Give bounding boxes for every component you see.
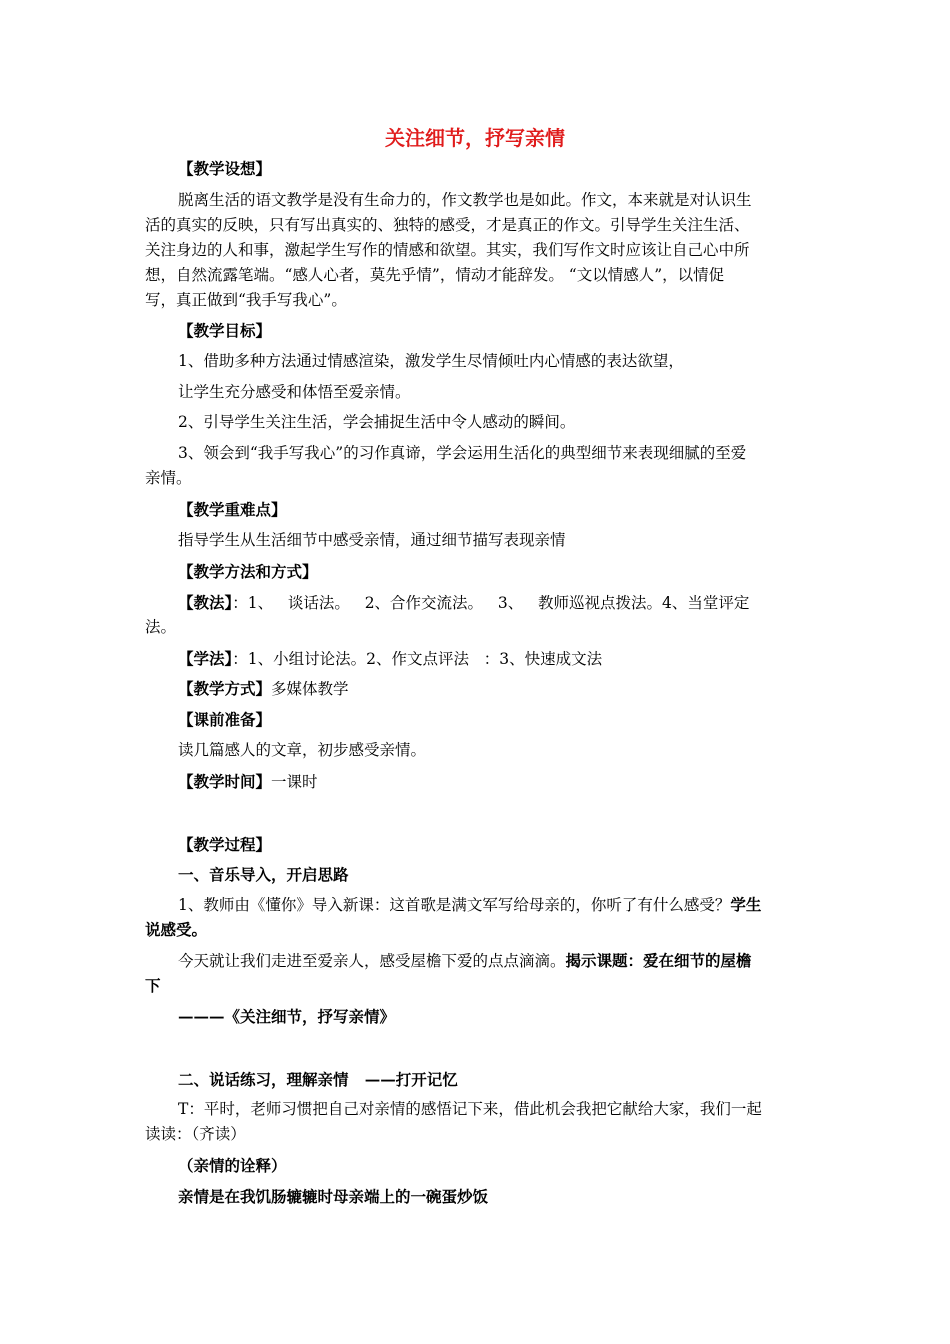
key-heading: 【教学重难点】: [178, 500, 287, 519]
time-text: 一课时: [271, 773, 318, 791]
document-title: 关注细节，抒写亲情: [385, 126, 565, 150]
lesson-subtitle: ———《关注细节，抒写亲情》: [178, 1007, 396, 1026]
process-para-1: [178, 892, 810, 918]
goal-line-4b: 亲情。: [145, 469, 192, 487]
teach-method-cont: 法。: [145, 618, 177, 636]
section-2-heading: 二、说话练习，理解亲情 ——打开记忆: [178, 1070, 458, 1089]
process-para-2-cont: 下: [145, 976, 161, 995]
teach-mode-text: 多媒体教学: [271, 680, 349, 698]
goal-line-1: 1、借助多种方法通过情感渲染，激发学生尽情倾吐内心情感的表达欲望，: [178, 352, 684, 370]
design-line-4: 想，自然流露笔端。“感人心者，莫先乎情”，情动才能辞发。 “文以情感人”，以情促: [145, 266, 725, 284]
goals-heading: 【教学目标】: [178, 321, 272, 340]
method-heading: 【教学方法和方式】: [178, 562, 318, 581]
design-line-5: 写，真正做到“我手写我心”。: [145, 291, 347, 309]
learn-method-line: [178, 646, 810, 672]
quote-heading: （亲情的诠释）: [178, 1156, 287, 1175]
section-1-heading: 一、音乐导入，开启思路: [178, 865, 349, 884]
quote-line: 亲情是在我饥肠辘辘时母亲端上的一碗蛋炒饭: [178, 1187, 489, 1206]
teach-mode-line: [178, 676, 810, 702]
design-line-1: 脱离生活的语文教学是没有生命力的，作文教学也是如此。作文，本来就是对认识生: [178, 191, 752, 209]
goal-line-2: 让学生充分感受和体悟至爱亲情。: [178, 383, 411, 401]
goal-line-4a: 3、领会到“我手写我心”的习作真谛，学会运用生活化的典型细节来表现细腻的至爱: [178, 444, 747, 462]
key-text: 指导学生从生活细节中感受亲情，通过细节描写表现亲情: [178, 531, 566, 549]
process-para-2-text: 今天就让我们走进至爱亲人，感受屋檐下爱的点点滴滴。: [178, 952, 566, 970]
prep-text: 读几篇感人的文章，初步感受亲情。: [178, 741, 427, 759]
design-heading: 【教学设想】: [178, 159, 272, 178]
teacher-line-1: T：平时，老师习惯把自己对亲情的感悟记下来，借此机会我把它献给大家，我们一起: [178, 1100, 762, 1118]
process-para-2-bold: 揭示课题：爱在细节的屋檐: [565, 951, 752, 970]
process-para-2: [178, 948, 810, 974]
learn-method-text: ：1、小组讨论法。2、作文点评法 ：3、快速成文法: [232, 650, 603, 668]
process-para-1-text: 1、教师由《懂你》导入新课：这首歌是满文军写给母亲的，你听了有什么感受？: [178, 896, 731, 914]
time-label: 【教学时间】: [178, 772, 272, 791]
process-para-1-cont: 说感受。: [145, 920, 208, 939]
time-line: [178, 769, 810, 795]
design-line-2: 活的真实的反映，只有写出真实的、独特的感受，才是真正的作文。引导学生关注生活、: [145, 216, 750, 234]
goal-line-3: 2、引导学生关注生活，学会捕捉生活中令人感动的瞬间。: [178, 413, 576, 431]
teach-mode-label: 【教学方式】: [178, 679, 272, 698]
teacher-line-2: 读读：（齐读）: [145, 1125, 246, 1143]
teach-method-line: [178, 590, 810, 616]
process-heading: 【教学过程】: [178, 835, 272, 854]
learn-method-label: 【学法】: [178, 649, 233, 668]
process-para-1-bold: 学生: [730, 895, 762, 914]
design-line-3: 关注身边的人和事，激起学生写作的情感和欲望。其实，我们写作文时应该让自己心中所: [145, 241, 750, 259]
prep-heading: 【课前准备】: [178, 710, 272, 729]
teach-method-text: ：1、 谈话法。 2、合作交流法。 3、 教师巡视点拨法。4、当堂评定: [232, 594, 750, 612]
teach-method-label: 【教法】: [178, 593, 233, 612]
